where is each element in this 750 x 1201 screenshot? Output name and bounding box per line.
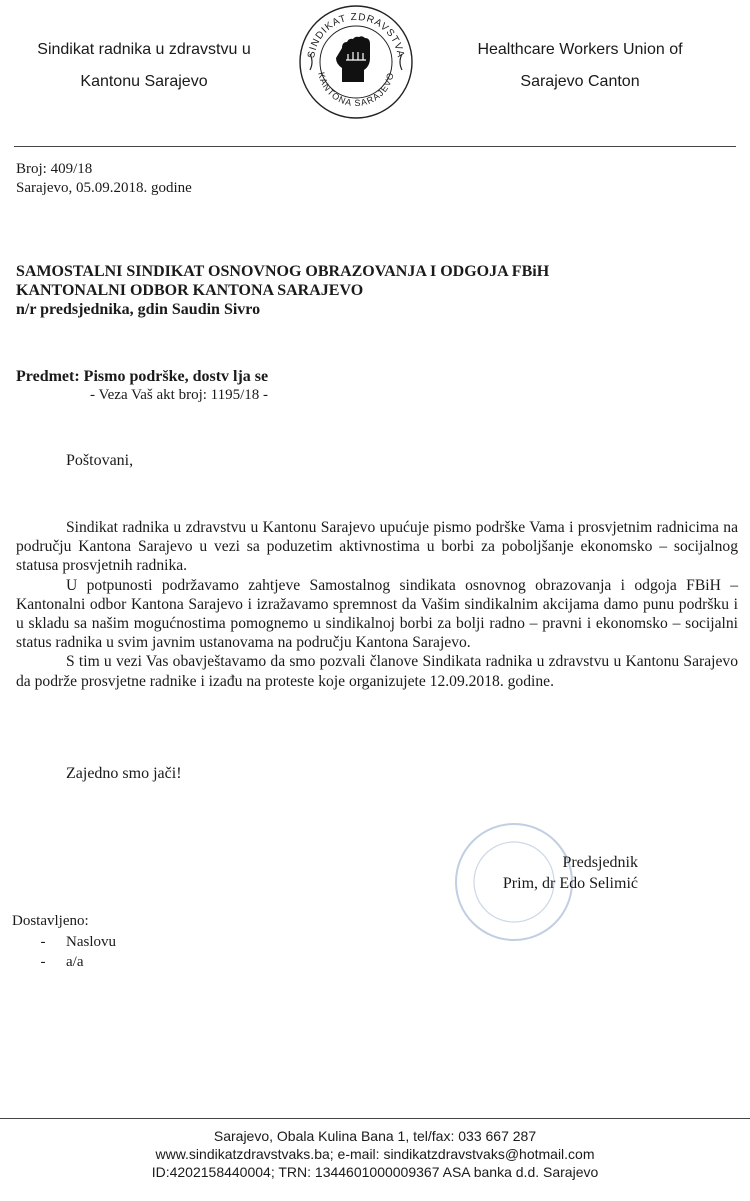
- union-canton-local: Kantonu Sarajevo: [80, 73, 208, 90]
- svg-text:SINDIKAT ZDRAVSTVA: SINDIKAT ZDRAVSTVA: [306, 11, 406, 59]
- union-canton-english: Sarajevo Canton: [520, 73, 640, 90]
- subject-block: [16, 367, 268, 405]
- letter-body: [16, 518, 738, 691]
- delivered-item-text: Naslovu: [66, 934, 116, 950]
- footer: [0, 1127, 750, 1181]
- footer-ids: ID:4202158440004; TRN: 1344601000009367 ASA banka d.d. Sarajevo: [151, 1164, 599, 1180]
- delivered-item-text: a/a: [66, 954, 84, 970]
- subject-line: Predmet: Pismo podrške, dostv lja se: [16, 368, 269, 385]
- svg-text:KANTONA SARAJEVO: KANTONA SARAJEVO: [316, 71, 396, 109]
- header-right: [450, 34, 710, 98]
- delivered-list: [34, 932, 116, 972]
- addressee-block: [16, 262, 549, 319]
- closing-line: Zajedno smo jači!: [66, 765, 182, 782]
- signature-name: Prim, dr Edo Selimić: [502, 875, 638, 892]
- reference-number: Broj: 409/18: [16, 161, 93, 177]
- union-logo: [296, 2, 416, 122]
- addressee-line-1: SAMOSTALNI SINDIKAT OSNOVNOG OBRAZOVANJA I ODGOJA FBiH: [16, 263, 550, 280]
- reference-place-date: Sarajevo, 05.09.2018. godine: [16, 180, 192, 196]
- signature-title: Predsjednik: [562, 854, 638, 871]
- fist-logo-icon: [296, 2, 416, 122]
- list-bullet: -: [40, 954, 46, 970]
- document-reference: [16, 160, 192, 198]
- header-divider: [14, 146, 736, 147]
- addressee-line-3: n/r predsjednika, gdin Saudin Sivro: [16, 301, 261, 318]
- list-item: [34, 932, 116, 952]
- footer-contact: www.sindikatzdravstvaks.ba; e-mail: sindikatzdravstvaks@hotmail.com: [155, 1146, 595, 1162]
- subject-reference: - Veza Vaš akt broj: 1195/18 -: [90, 387, 269, 403]
- union-name-local: Sindikat radnika u zdravstvu u: [37, 41, 251, 58]
- signature-block: [488, 852, 638, 894]
- greeting: Poštovani,: [66, 452, 134, 469]
- list-bullet: -: [40, 934, 46, 950]
- union-name-english: Healthcare Workers Union of: [477, 41, 683, 58]
- footer-address: Sarajevo, Obala Kulina Bana 1, tel/fax: 033 667 287: [213, 1128, 537, 1144]
- list-item: [34, 952, 116, 972]
- body-paragraph-1: Sindikat radnika u zdravstvu u Kantonu Sarajevo upućuje pismo podrške Vama i prosvjetnim radnicima na području Kantona Sarajevo u vezi sa poduzetim aktivnostima u borbi za poboljšanje ekonomsko – socijalnog statusa prosvjetnih radnika.: [16, 519, 738, 575]
- header-left: [14, 34, 274, 98]
- body-paragraph-3: S tim u vezi Vas obavještavamo da smo pozvali članove Sindikata radnika u zdravstvu u Kantonu Sarajevo da podrže prosvjetne radnike i izađu na proteste koje organizujete 12.09.2018. godine.: [16, 653, 738, 690]
- delivered-label: Dostavljeno:: [12, 913, 89, 929]
- footer-divider: [0, 1118, 750, 1119]
- addressee-line-2: KANTONALNI ODBOR KANTONA SARAJEVO: [16, 282, 364, 299]
- body-paragraph-2: U potpunosti podržavamo zahtjeve Samostalnog sindikata osnovnog obrazovanja i odgoja FBiH – Kantonalni odbor Kantona Sarajevo i izražavamo spremnost da Vašim sindikalnim akcijama damo punu podršku i u skladu sa našim mogućnostima pomognemo u sindikalnoj borbi za bolji radno – pravni i ekonomsko – socijalni status radnika u svim javnim ustanovama na području Kantona Sarajevo.: [16, 576, 738, 652]
